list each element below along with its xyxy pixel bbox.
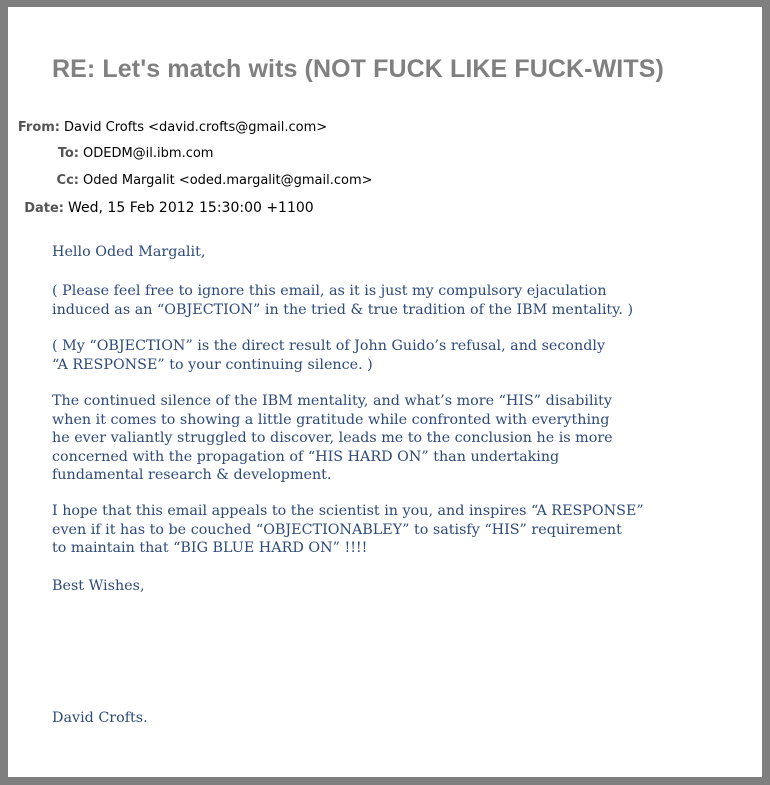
- paragraph-line: to maintain that “BIG BLUE HARD ON” !!!!: [52, 540, 368, 556]
- from-label: From:: [17, 120, 60, 135]
- paragraph-4: [52, 502, 644, 558]
- greeting: Hello Oded Margalit,: [52, 244, 206, 260]
- closing: Best Wishes,: [52, 578, 145, 594]
- paragraph-line: induced as an “OBJECTION” in the tried & true tradition of the IBM mentality. ): [52, 301, 634, 318]
- cc-label: Cc:: [56, 173, 79, 188]
- paragraph-line: fundamental research & development.: [52, 467, 332, 483]
- paragraph-line: ( My “OBJECTION” is the direct result of John Guido’s refusal, and secondly: [52, 338, 606, 354]
- date-row: [8, 200, 314, 217]
- paragraph-line: he ever valiantly struggled to discover, leads me to the conclusion he is more: [52, 430, 613, 446]
- paragraph-line: when it comes to showing a little gratitude while confronted with everything: [52, 411, 610, 428]
- from-row: [8, 120, 327, 136]
- paragraph-line: ( Please feel free to ignore this email, as it is just my compulsory ejaculation: [52, 283, 607, 299]
- to-row: [8, 146, 213, 162]
- cc-row: [8, 173, 373, 189]
- date-label: Date:: [24, 201, 64, 216]
- from-value: David Crofts <david.crofts@gmail.com>: [64, 120, 328, 135]
- cc-value: Oded Margalit <oded.margalit@gmail.com>: [83, 173, 373, 188]
- paragraph-1: [52, 282, 633, 319]
- date-value: Wed, 15 Feb 2012 15:30:00 +1100: [68, 200, 314, 216]
- paragraph-line: even if it has to be couched “OBJECTIONABLEY” to satisfy “HIS” requirement: [52, 521, 622, 538]
- email-printout: [8, 7, 762, 777]
- paragraph-line: I hope that this email appeals to the scientist in you, and inspires “A RESPONSE”: [52, 503, 644, 519]
- paragraph-3: [52, 392, 613, 485]
- to-value: ODEDM@il.ibm.com: [83, 146, 214, 161]
- paragraph-2: [52, 337, 605, 374]
- paragraph-line: The continued silence of the IBM mentality, and what’s more “HIS” disability: [52, 393, 612, 409]
- signature: David Crofts.: [52, 710, 148, 726]
- email-subject: RE: Let's match wits (NOT FUCK LIKE FUCK-WITS): [52, 55, 664, 83]
- paragraph-line: concerned with the propagation of “HIS HARD ON” than undertaking: [52, 448, 560, 465]
- paragraph-line: “A RESPONSE” to your continuing silence. ): [52, 356, 373, 373]
- to-label: To:: [57, 146, 79, 161]
